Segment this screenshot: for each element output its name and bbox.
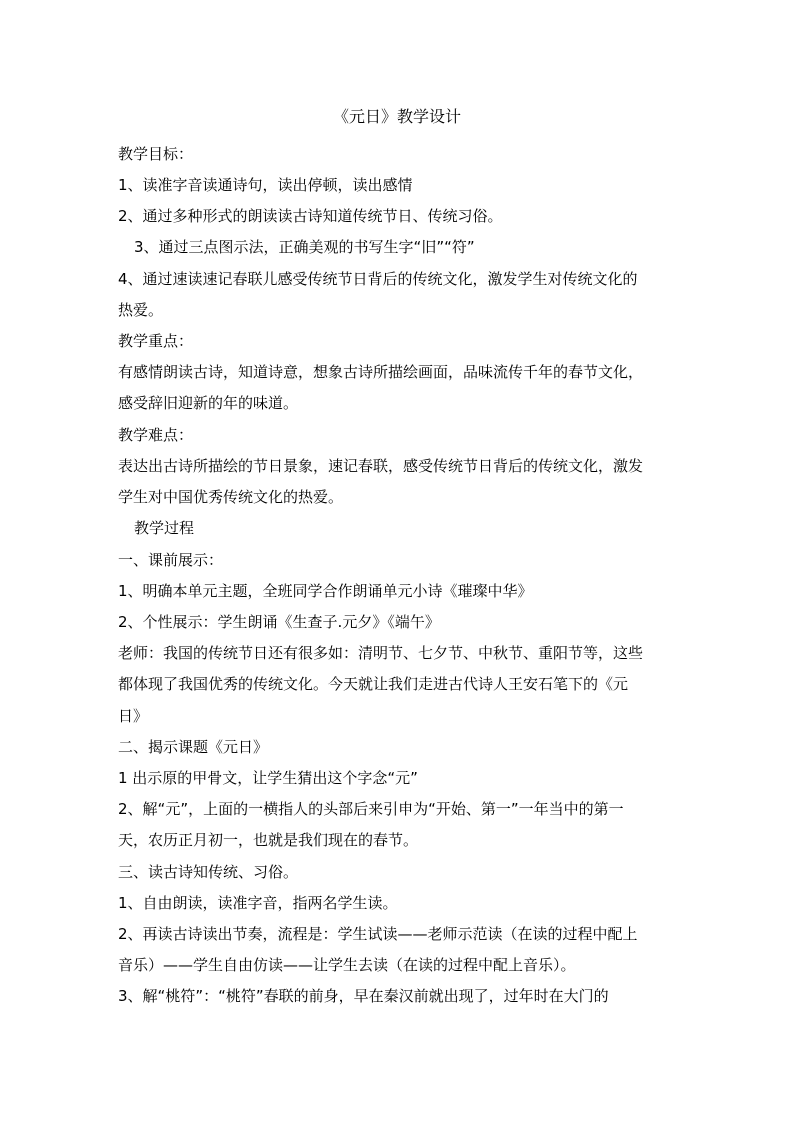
paragraph-line: 3、通过三点图示法，正确美观的书写生字“旧”“符” xyxy=(134,238,475,256)
paragraph-line: 老师：我国的传统节日还有很多如：清明节、七夕节、中秋节、重阳节等，这些 xyxy=(118,644,644,662)
paragraph-line: 2、再读古诗读出节奏，流程是：学生试读——老师示范读（在读的过程中配上 xyxy=(118,925,638,943)
section-heading-process: 教学过程 xyxy=(134,519,195,537)
paragraph-line: 音乐）——学生自由仿读——让学生去读（在读的过程中配上音乐）。 xyxy=(118,956,576,974)
paragraph-line: 热爱。 xyxy=(118,301,164,319)
paragraph-line: 感受辞旧迎新的年的味道。 xyxy=(118,394,299,412)
paragraph-line: 4、通过速读速记春联儿感受传统节日背后的传统文化，激发学生对传统文化的 xyxy=(118,270,638,288)
paragraph-line: 3、解“桃符”：“桃符”春联的前身，早在秦汉前就出现了，过年时在大门的 xyxy=(118,987,609,1005)
paragraph-line: 2、通过多种形式的朗读读古诗知道传统节日、传统习俗。 xyxy=(118,207,503,225)
section-heading: 三、读古诗知传统、习俗。 xyxy=(118,863,299,881)
paragraph-line: 都体现了我国优秀的传统文化。今天就让我们走进古代诗人王安石笔下的《元 xyxy=(118,675,629,693)
section-heading-objectives: 教学目标： xyxy=(118,145,194,163)
paragraph-line: 学生对中国优秀传统文化的热爱。 xyxy=(118,488,344,506)
paragraph-line: 日》 xyxy=(118,707,149,725)
paragraph-line: 1、自由朗读，读准字音，指两名学生读。 xyxy=(118,894,398,912)
paragraph-line: 1、明确本单元主题，全班同学合作朗诵单元小诗《璀璨中华》 xyxy=(118,582,533,600)
paragraph-line: 2、解“元”，上面的一横指人的头部后来引申为“开始、第一”一年当中的第一 xyxy=(118,800,624,818)
paragraph-line: 有感情朗读古诗，知道诗意，想象古诗所描绘画面，品味流传千年的春节文化， xyxy=(118,363,644,381)
paragraph-line: 1 出示原的甲骨文，让学生猜出这个字念“元” xyxy=(118,769,418,787)
paragraph-line: 2、个性展示：学生朗诵《生查子.元夕》《端午》 xyxy=(118,613,440,631)
section-heading-difficulties: 教学难点： xyxy=(118,426,194,444)
document-title: 《元日》教学设计 xyxy=(332,107,461,126)
paragraph-line: 1、读准字音读通诗句，读出停顿，读出感情 xyxy=(118,176,413,194)
section-heading-key-points: 教学重点： xyxy=(118,332,194,350)
section-heading: 二、揭示课题《元日》 xyxy=(118,738,269,756)
section-heading: 一、课前展示： xyxy=(118,551,224,569)
paragraph-line: 天，农历正月初一，也就是我们现在的春节。 xyxy=(118,831,419,849)
paragraph-line: 表达出古诗所描绘的节日景象，速记春联，感受传统节日背后的传统文化，激发 xyxy=(118,457,644,475)
